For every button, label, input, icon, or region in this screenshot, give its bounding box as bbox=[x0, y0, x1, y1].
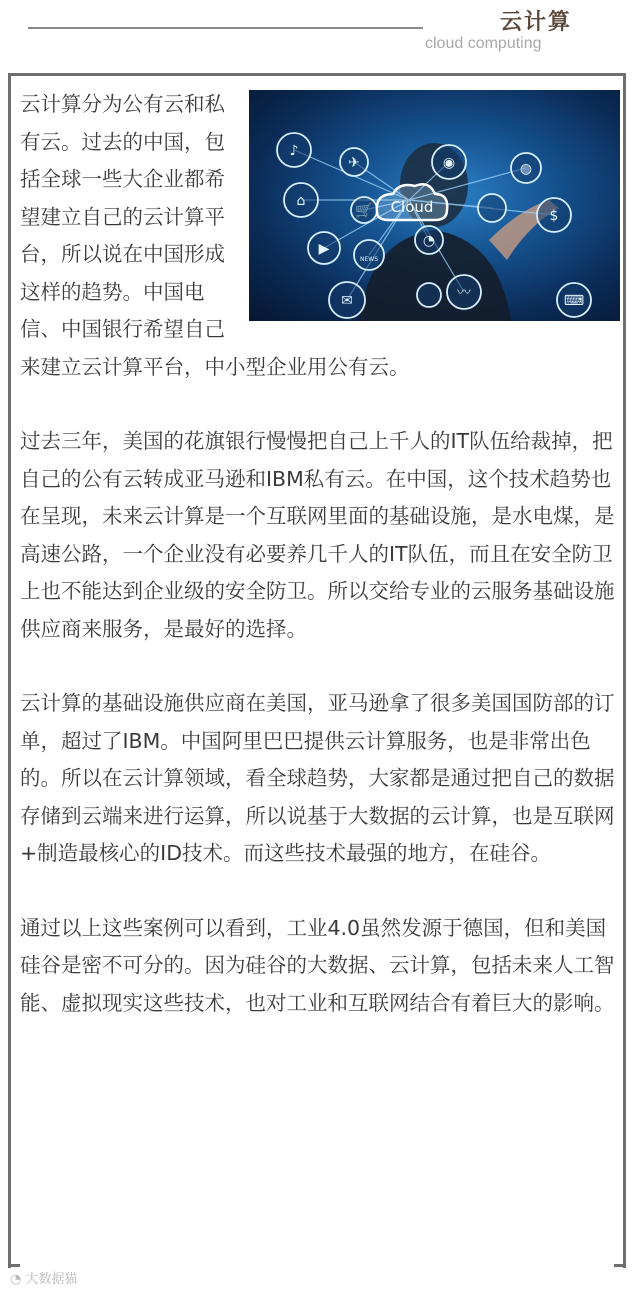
svg-text:▶: ▶ bbox=[318, 241, 330, 257]
svg-text:✉: ✉ bbox=[341, 293, 353, 309]
svg-text:〰: 〰 bbox=[457, 285, 471, 301]
paragraph-intro: 云计算分为公有云和私有云。过去的中国，包括全球一些大企业都希望建立自己的云计算平台，所以说在中国形成这样的趋势。中国电信、中国银行希望自己来建立云计算平台，中小型企业用公有云。 bbox=[20, 92, 410, 379]
svg-text:◔: ◔ bbox=[422, 233, 436, 249]
frame-corner-left bbox=[8, 1264, 20, 1267]
section-title: 云计算 bbox=[500, 10, 573, 35]
svg-text:♪: ♪ bbox=[289, 143, 299, 159]
section-subtitle: cloud computing bbox=[425, 35, 542, 52]
paragraph-3: 云计算的基础设施供应商在美国，亚马逊拿了很多美国国防部的订单，超过了IBM。中国阿里巴巴提供云计算服务，也是非常出色的。所以在云计算领域，看全球趋势，大家都是通过把自己的数据存储到云端来进行运算，所以说基于大数据的云计算，也是互联网+制造最核心的ID技术。而这些技术最强的地方，在硅谷。 bbox=[20, 691, 615, 865]
svg-text:◉: ◉ bbox=[442, 155, 456, 171]
news-label: NEWS bbox=[359, 256, 379, 263]
svg-text:✈: ✈ bbox=[348, 155, 360, 171]
source-watermark: ◔ 大数据猫 bbox=[10, 1272, 78, 1287]
svg-text:$: $ bbox=[549, 208, 559, 224]
paragraph-4: 通过以上这些案例可以看到，工业4.0虽然发源于德国，但和美国硅谷是密不可分的。因为硅谷的大数据、云计算，包括未来人工智能、虚拟现实这些技术，也对工业和互联网结合有着巨大的影响。 bbox=[20, 915, 615, 1015]
cloud-label: Cloud bbox=[390, 198, 434, 216]
svg-text:◍: ◍ bbox=[519, 161, 533, 177]
cloud-computing-image bbox=[249, 90, 620, 321]
article-body bbox=[20, 86, 620, 1059]
header-divider bbox=[28, 27, 423, 29]
paragraph-2: 过去三年，美国的花旗银行慢慢把自己上千人的IT队伍给裁掉，把自己的公有云转成亚马逊和IBM私有云。在中国，这个技术趋势也在呈现，未来云计算是一个互联网里面的基础设施，是水电煤，是高速公路，一个企业没有必要养几千人的IT队伍，而且在安全防卫上也不能达到企业级的安全防卫。所以交给专业的云服务基础设施供应商来服务，是最好的选择。 bbox=[20, 429, 615, 641]
frame-corner-right bbox=[614, 1264, 626, 1267]
svg-text:⌨: ⌨ bbox=[563, 293, 585, 309]
svg-text:⌂: ⌂ bbox=[296, 193, 306, 209]
svg-text:🛒: 🛒 bbox=[355, 203, 373, 219]
